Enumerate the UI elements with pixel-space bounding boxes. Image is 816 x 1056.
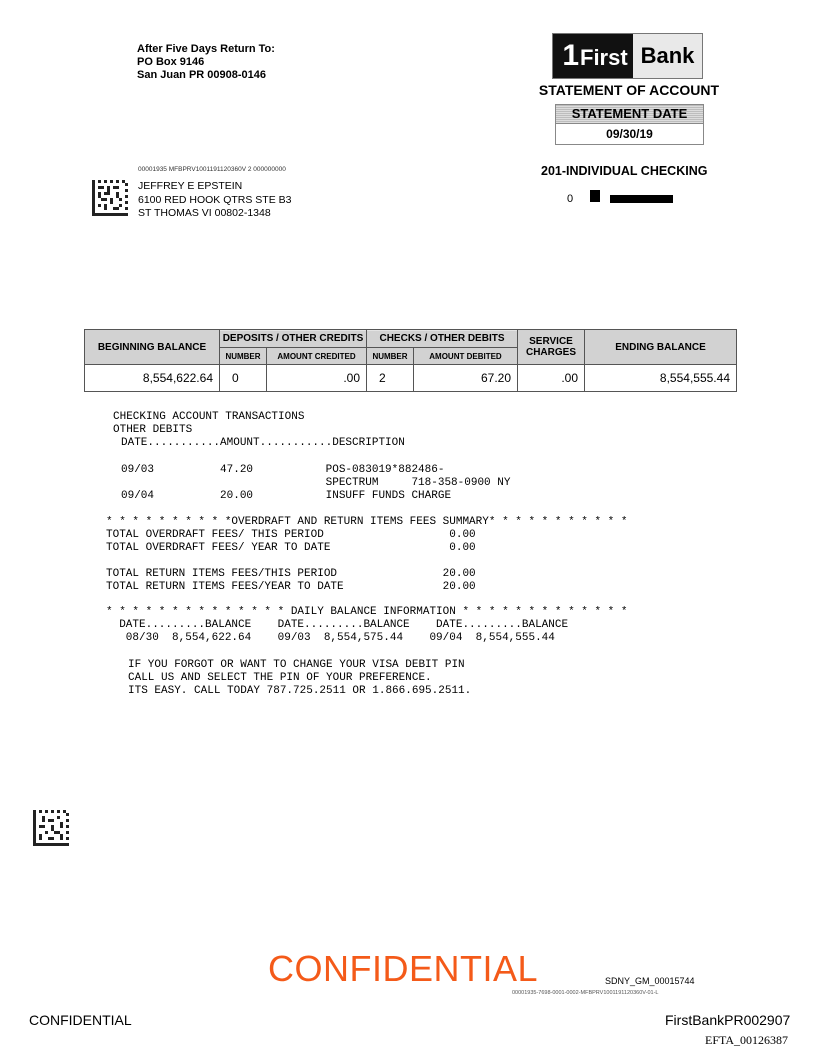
transaction-row: SPECTRUM 718-358-0900 NY — [121, 476, 511, 489]
redaction-bar — [590, 190, 600, 202]
statement-title: STATEMENT OF ACCOUNT — [538, 82, 720, 98]
service-charges-header: SERVICE CHARGES — [518, 330, 585, 365]
customer-address1: 6100 RED HOOK QTRS STE B3 — [138, 193, 292, 206]
customer-address2: ST THOMAS VI 00802-1348 — [138, 207, 271, 219]
pin-notice — [128, 659, 471, 697]
logo-one: 1 — [562, 39, 577, 72]
daily-balance — [106, 606, 628, 644]
return-address-line2: PO Box 9146 — [137, 56, 205, 68]
page-code: 00001935-7698-0001-0002-MFBPRV1001191120360V-01-L — [512, 990, 659, 996]
bank-logo — [552, 33, 703, 79]
daily-columns: DATE.........BALANCE DATE.........BALANCE DATE.........BALANCE — [106, 618, 569, 631]
customer-name: JEFFREY E EPSTEIN — [138, 180, 243, 192]
daily-header: * * * * * * * * * * * * * * DAILY BALANCE INFORMATION * * * * * * * * * * * * * — [106, 606, 628, 618]
logo-first: First — [580, 45, 628, 70]
other-debits-heading: OTHER DEBITS — [113, 423, 193, 436]
confidential-label: CONFIDENTIAL — [29, 1012, 132, 1028]
barcode-2d-icon — [33, 810, 69, 846]
transactions-rows — [121, 464, 510, 502]
notice-line2: CALL US AND SELECT THE PIN OF YOUR PREFERENCE. — [128, 671, 432, 684]
transactions-section — [113, 411, 405, 449]
account-number: 0 — [567, 193, 574, 205]
beginning-balance: 8,554,622.64 — [85, 365, 220, 392]
debits-number-header: NUMBER — [367, 348, 414, 365]
deposit-count: 0 — [220, 365, 267, 392]
return-period: TOTAL RETURN ITEMS FEES/THIS PERIOD 20.00 — [106, 568, 476, 581]
overdraft-ytd: TOTAL OVERDRAFT FEES/ YEAR TO DATE 0.00 — [106, 541, 476, 554]
deposit-amount: .00 — [267, 365, 367, 392]
fees-header: * * * * * * * * * *OVERDRAFT AND RETURN ITEMS FEES SUMMARY* * * * * * * * * * * — [106, 516, 628, 528]
fees-summary — [106, 516, 628, 594]
transaction-row: 09/03 47.20 POS-083019*882486- — [121, 464, 445, 476]
bank-bates: FirstBankPR002907 — [665, 1012, 791, 1028]
account-type: 201-INDIVIDUAL CHECKING — [541, 164, 708, 178]
transaction-row: 09/04 20.00 INSUFF FUNDS CHARGE — [121, 489, 452, 502]
efta-bates: EFTA_00126387 — [705, 1033, 789, 1047]
notice-line1: IF YOU FORGOT OR WANT TO CHANGE YOUR VISA DEBIT PIN — [128, 659, 465, 671]
overdraft-period: TOTAL OVERDRAFT FEES/ THIS PERIOD 0.00 — [106, 528, 476, 541]
logo-dark-panel — [553, 34, 633, 78]
statement-date: 09/30/19 — [606, 127, 653, 141]
customer-address — [138, 180, 291, 221]
redaction-bar — [610, 195, 673, 203]
confidential-stamp: CONFIDENTIAL — [268, 948, 539, 989]
logo-bank: Bank — [633, 34, 702, 78]
ending-balance-header: ENDING BALANCE — [585, 330, 737, 365]
beginning-balance-header: BEGINNING BALANCE — [85, 330, 220, 365]
ending-balance: 8,554,555.44 — [585, 365, 737, 392]
return-address-line1: After Five Days Return To: — [137, 43, 275, 55]
deposits-header: DEPOSITS / OTHER CREDITS — [220, 330, 367, 348]
deposits-number-header: NUMBER — [220, 348, 267, 365]
notice-line3: ITS EASY. CALL TODAY 787.725.2511 OR 1.866.695.2511. — [128, 684, 472, 697]
checks-header: CHECKS / OTHER DEBITS — [367, 330, 518, 348]
balance-summary-table — [84, 329, 737, 392]
amount-credited-header: AMOUNT CREDITED — [267, 348, 367, 365]
return-ytd: TOTAL RETURN ITEMS FEES/YEAR TO DATE 20.00 — [106, 581, 476, 594]
service-charges: .00 — [518, 365, 585, 392]
transactions-heading: CHECKING ACCOUNT TRANSACTIONS — [113, 411, 305, 423]
return-address — [137, 43, 275, 82]
statement-date-label: STATEMENT DATE — [556, 105, 703, 124]
barcode-2d-icon — [92, 180, 128, 216]
transactions-columns: DATE...........AMOUNT...........DESCRIPTION — [121, 436, 405, 449]
amount-debited-header: AMOUNT DEBITED — [414, 348, 518, 365]
sdny-bates: SDNY_GM_00015744 — [605, 976, 695, 986]
return-address-line3: San Juan PR 00908-0146 — [137, 69, 267, 81]
debit-amount: 67.20 — [414, 365, 518, 392]
debit-count: 2 — [367, 365, 414, 392]
daily-values: 08/30 8,554,622.64 09/03 8,554,575.44 09/04 8,554,555.44 — [106, 631, 555, 644]
mail-code: 00001935 MFBPRV1001191120360V 2 000000000 — [138, 166, 286, 173]
statement-date-box — [555, 104, 704, 145]
